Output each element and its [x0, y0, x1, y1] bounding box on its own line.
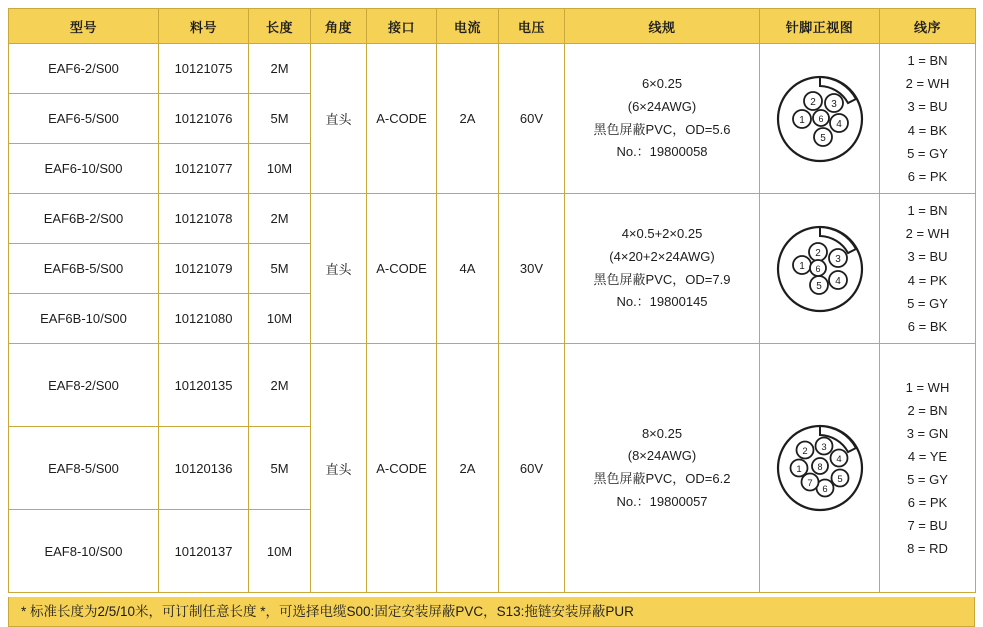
svg-text:4: 4: [835, 454, 842, 465]
wire-spec-line: (4×20+2×24AWG): [609, 248, 715, 264]
table-header: [9, 9, 976, 44]
wire-spec-line: No.：19800145: [616, 294, 708, 310]
wire-spec-line: No.：19800058: [616, 144, 708, 160]
connector-pinout-6pin-icon: [772, 71, 868, 167]
wire-order-line: 4 = PK: [907, 272, 948, 288]
column-header-wire-spec: 线规: [565, 9, 760, 44]
specification-table: [8, 8, 976, 593]
table-row: [9, 344, 976, 427]
cell-part-number: 10121079: [159, 244, 249, 294]
cell-wire-order: [880, 44, 976, 194]
wire-order-line: 4 = BK: [907, 122, 948, 138]
wire-order-line: 4 = YE: [907, 448, 948, 464]
column-header-current: 电流: [437, 9, 499, 44]
table-body: [9, 44, 976, 593]
wire-order-line: 2 = WH: [905, 76, 950, 92]
cell-current: 4A: [437, 194, 499, 344]
cell-length: 5M: [249, 427, 311, 510]
cell-interface: A-CODE: [367, 44, 437, 194]
connector-pinout-8pin-icon: [772, 420, 868, 516]
wire-spec-line: 8×0.25: [641, 425, 683, 441]
column-header-model: 型号: [9, 9, 159, 44]
cell-part-number: 10121078: [159, 194, 249, 244]
cell-length: 10M: [249, 144, 311, 194]
cell-model: EAF6B-5/S00: [9, 244, 159, 294]
wire-spec-line: No.：19800057: [616, 493, 708, 509]
svg-text:6: 6: [814, 263, 821, 274]
cell-interface: A-CODE: [367, 194, 437, 344]
cell-part-number: 10121076: [159, 94, 249, 144]
wire-spec-line: (8×24AWG): [627, 448, 697, 464]
cell-voltage: 30V: [499, 194, 565, 344]
header-row: [9, 9, 976, 44]
cell-part-number: 10120137: [159, 510, 249, 593]
svg-text:5: 5: [815, 280, 822, 292]
svg-text:4: 4: [834, 275, 841, 287]
wire-order-line: 2 = BN: [907, 402, 948, 418]
svg-text:3: 3: [820, 442, 827, 453]
column-header-interface: 接口: [367, 9, 437, 44]
cell-model: EAF6B-10/S00: [9, 294, 159, 344]
wire-order-line: 5 = GY: [907, 472, 948, 487]
table-row: [9, 44, 976, 94]
cell-wire-spec: [565, 344, 760, 593]
column-header-angle: 角度: [311, 9, 367, 44]
svg-text:3: 3: [830, 98, 837, 110]
wire-order-line: 6 = BK: [907, 318, 948, 334]
svg-text:5: 5: [836, 474, 843, 485]
wire-order-line: 3 = BU: [907, 249, 948, 265]
cell-angle: 直头: [311, 344, 367, 593]
footer-note: * 标准长度为2/5/10米，可订制任意长度 *，可选择电缆S00:固定安装屏蔽PVC，S13:拖链安装屏蔽PUR: [8, 597, 975, 627]
wire-spec-line: (6×24AWG): [627, 98, 697, 114]
cell-length: 2M: [249, 44, 311, 94]
svg-text:1: 1: [795, 464, 802, 475]
svg-text:6: 6: [817, 113, 824, 124]
wire-order-line: 7 = BU: [907, 518, 948, 534]
svg-text:2: 2: [814, 247, 821, 259]
wire-spec-line: 黑色屏蔽PVC，OD=7.9: [593, 271, 731, 287]
cell-pinout-diagram: [760, 44, 880, 194]
cell-length: 10M: [249, 294, 311, 344]
column-header-voltage: 电压: [499, 9, 565, 44]
cell-model: EAF6-2/S00: [9, 44, 159, 94]
wire-order-line: 2 = WH: [905, 226, 950, 242]
svg-text:8: 8: [816, 462, 823, 472]
cell-length: 2M: [249, 344, 311, 427]
cell-part-number: 10121077: [159, 144, 249, 194]
cell-model: EAF8-5/S00: [9, 427, 159, 510]
svg-text:2: 2: [809, 96, 816, 108]
cell-model: EAF8-10/S00: [9, 510, 159, 593]
svg-text:7: 7: [806, 478, 813, 489]
cell-length: 2M: [249, 194, 311, 244]
cell-length: 5M: [249, 94, 311, 144]
wire-order-line: 5 = GY: [907, 145, 948, 161]
svg-text:1: 1: [798, 114, 805, 126]
cell-length: 5M: [249, 244, 311, 294]
wire-order-line: 3 = BU: [907, 99, 948, 115]
wire-spec-line: 4×0.5+2×0.25: [621, 226, 703, 241]
wire-order-line: 6 = PK: [907, 168, 948, 184]
svg-text:5: 5: [819, 132, 826, 144]
wire-order-line: 1 = BN: [907, 53, 948, 69]
cell-wire-spec: [565, 44, 760, 194]
cell-wire-order: [880, 344, 976, 593]
cell-angle: 直头: [311, 44, 367, 194]
cell-model: EAF6-10/S00: [9, 144, 159, 194]
cell-pinout-diagram: [760, 344, 880, 593]
column-header-pinout: 针脚正视图: [760, 9, 880, 44]
wire-order-line: 3 = GN: [906, 425, 949, 441]
cell-current: 2A: [437, 44, 499, 194]
wire-spec-line: 6×0.25: [641, 76, 683, 91]
cell-current: 2A: [437, 344, 499, 593]
table-row: [9, 194, 976, 244]
cell-angle: 直头: [311, 194, 367, 344]
cell-part-number: 10120135: [159, 344, 249, 427]
cell-model: EAF6B-2/S00: [9, 194, 159, 244]
wire-order-line: 6 = PK: [907, 495, 948, 511]
column-header-length: 长度: [249, 9, 311, 44]
cell-pinout-diagram: [760, 194, 880, 344]
wire-spec-line: 黑色屏蔽PVC，OD=6.2: [593, 471, 731, 486]
column-header-wire-order: 线序: [880, 9, 976, 44]
svg-text:3: 3: [834, 253, 841, 265]
svg-text:2: 2: [801, 446, 808, 457]
cell-length: 10M: [249, 510, 311, 593]
wire-order-line: 1 = BN: [907, 203, 948, 219]
connector-pinout-6pin-icon: [772, 221, 868, 317]
cell-voltage: 60V: [499, 44, 565, 194]
wire-order-line: 5 = GY: [907, 295, 948, 311]
cell-model: EAF8-2/S00: [9, 344, 159, 427]
column-header-part-number: 料号: [159, 9, 249, 44]
cell-voltage: 60V: [499, 344, 565, 593]
cell-interface: A-CODE: [367, 344, 437, 593]
wire-spec-line: 黑色屏蔽PVC，OD=5.6: [593, 121, 731, 137]
svg-text:4: 4: [835, 118, 842, 130]
cell-model: EAF6-5/S00: [9, 94, 159, 144]
cell-part-number: 10120136: [159, 427, 249, 510]
cell-part-number: 10121075: [159, 44, 249, 94]
svg-text:6: 6: [821, 484, 828, 495]
cell-wire-order: [880, 194, 976, 344]
cell-part-number: 10121080: [159, 294, 249, 344]
wire-order-line: 1 = WH: [905, 379, 950, 395]
wire-order-line: 8 = RD: [907, 541, 948, 557]
svg-text:1: 1: [798, 260, 805, 272]
cell-wire-spec: [565, 194, 760, 344]
